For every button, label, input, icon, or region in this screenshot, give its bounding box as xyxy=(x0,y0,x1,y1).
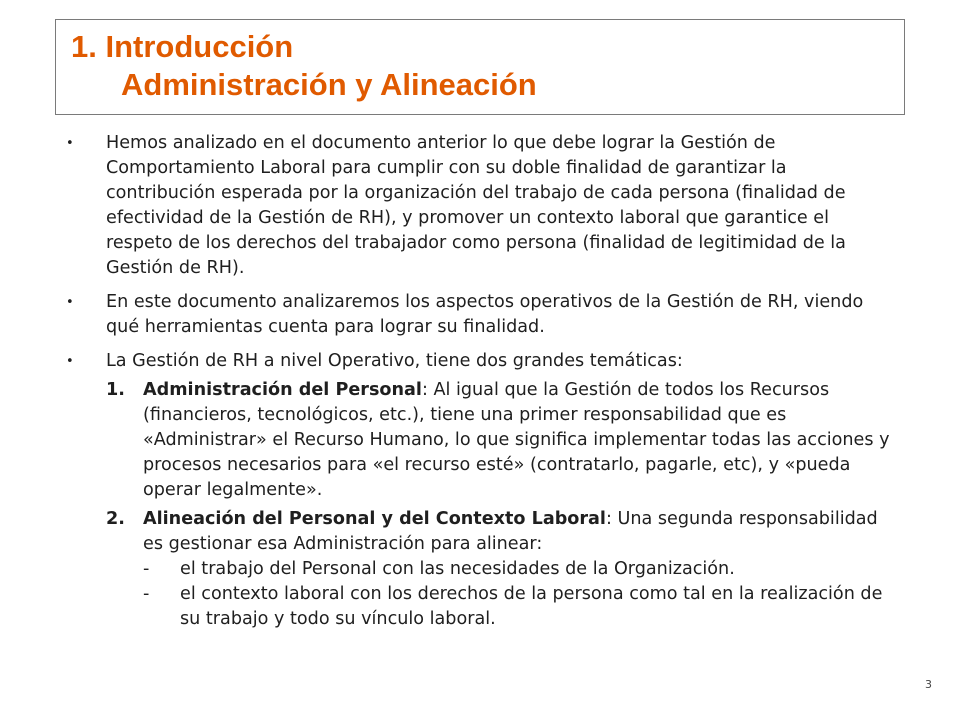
bullet-text: La Gestión de RH a nivel Operativo, tiene dos grandes temáticas: xyxy=(106,351,683,371)
dash-text: el trabajo del Personal con las necesidades de la Organización. xyxy=(180,559,735,579)
dash-marker: - xyxy=(143,559,150,579)
numbered-text: : Una segunda responsabilidad es gestionar esa Administración para alinear: xyxy=(143,509,878,554)
numbered-list xyxy=(106,378,894,632)
numbered-heading: Administración del Personal xyxy=(143,380,422,400)
bullet-item xyxy=(64,131,894,281)
title-line-1: 1. Introducción xyxy=(71,29,294,64)
numbered-item xyxy=(106,378,894,503)
slide-content xyxy=(64,131,894,636)
bullet-text: En este documento analizaremos los aspectos operativos de la Gestión de RH, viendo qué herramientas cuenta para lograr su finalidad. xyxy=(106,292,864,337)
title-box xyxy=(55,19,905,115)
numbered-marker: 1. xyxy=(106,380,125,400)
numbered-text: : Al igual que la Gestión de todos los Recursos (financieros, tecnológicos, etc.), tiene una primer responsabilidad que es «Administrar» el Recurso Humano, lo que significa implementar todas las acciones y procesos necesarios para «el recurso esté» (contratarlo, pagarle, etc), y «pueda operar legalmente». xyxy=(143,380,890,500)
numbered-heading: Alineación del Personal y del Contexto Laboral xyxy=(143,509,606,529)
numbered-item xyxy=(106,507,894,632)
page-number: 3 xyxy=(925,678,932,691)
bullet-item xyxy=(64,290,894,340)
dash-marker: - xyxy=(143,584,150,604)
bullet-text: Hemos analizado en el documento anterior lo que debe lograr la Gestión de Comportamiento Laboral para cumplir con su doble finalidad de garantizar la contribución esperada por la organización del trabajo de cada persona (finalidad de efectividad de la Gestión de RH), y promover un contexto laboral que garantice el respeto de los derechos del trabajador como persona (finalidad de legitimidad de la Gestión de RH). xyxy=(106,133,846,278)
bullet-icon: • xyxy=(66,354,74,369)
bullet-icon: • xyxy=(66,136,74,151)
bullet-item xyxy=(64,349,894,374)
dash-item xyxy=(143,557,894,582)
bullet-icon: • xyxy=(66,295,74,310)
numbered-marker: 2. xyxy=(106,509,125,529)
dash-item xyxy=(143,582,894,632)
dash-text: el contexto laboral con los derechos de la persona como tal en la realización de su trabajo y todo su vínculo laboral. xyxy=(180,584,883,629)
title-line-2: Administración y Alineación xyxy=(121,67,537,102)
